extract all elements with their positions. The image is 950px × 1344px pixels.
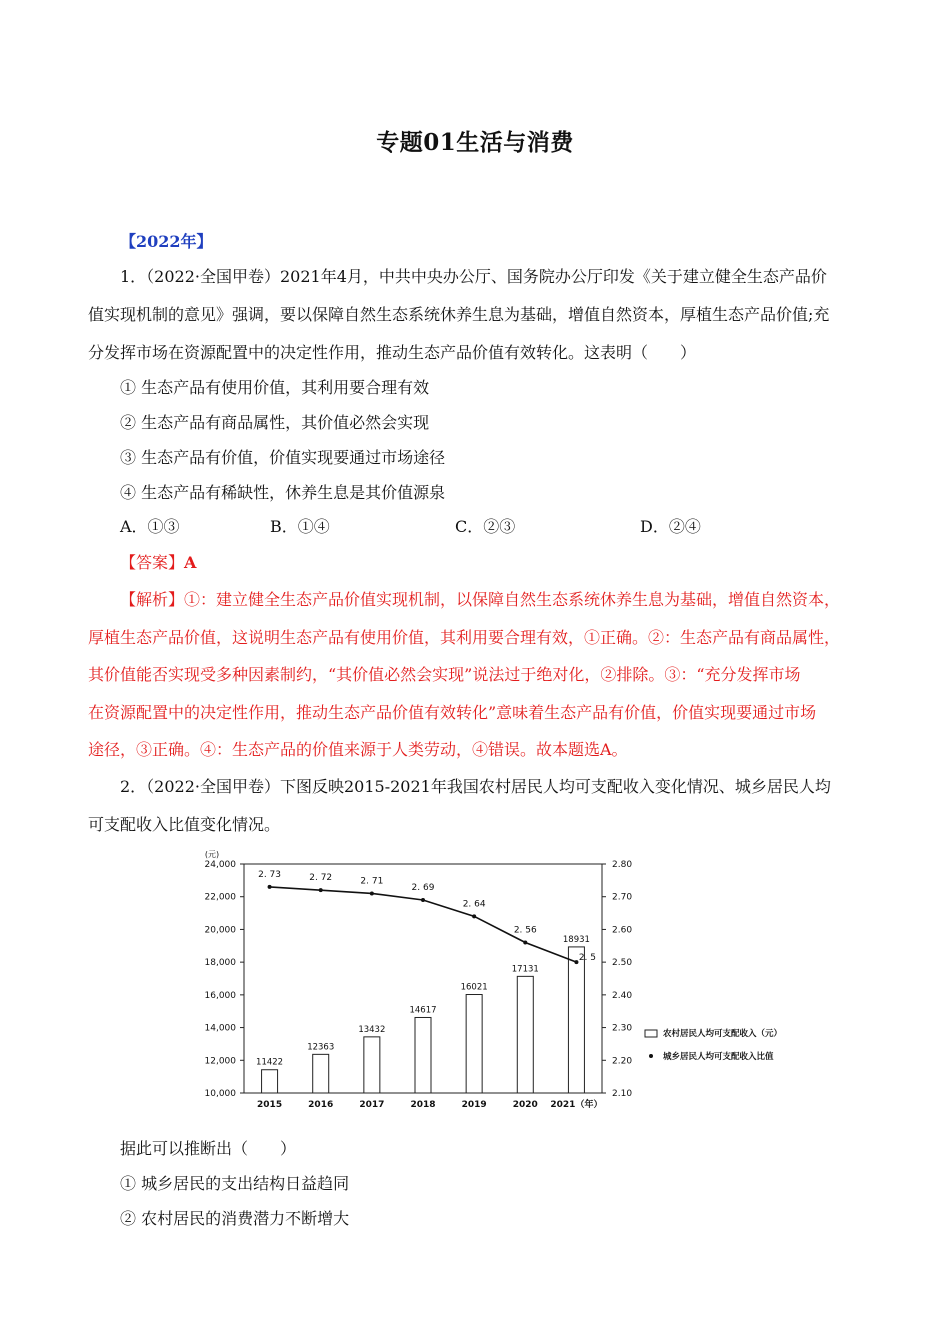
q2-stem-line-2: 可支配收入比值变化情况。 bbox=[88, 815, 281, 834]
left-tick-label: 24,000 bbox=[204, 860, 236, 870]
answer-tag: 【答案】 bbox=[120, 553, 185, 572]
answer-value: A bbox=[184, 553, 197, 572]
year-heading: 【2022年】 bbox=[120, 232, 213, 251]
income-bar bbox=[568, 947, 584, 1093]
ratio-label: 2. 56 bbox=[513, 925, 537, 936]
income-bar-label: 12363 bbox=[307, 1042, 335, 1053]
x-tick-label: 2020 bbox=[512, 1100, 538, 1110]
income-chart bbox=[190, 848, 800, 1114]
q1-item-3: ③ 生态产品有价值，价值实现要通过市场途径 bbox=[120, 448, 446, 467]
right-tick-label: 2.50 bbox=[612, 958, 633, 969]
income-bar-label: 16021 bbox=[460, 982, 488, 993]
income-bar-label: 17131 bbox=[511, 964, 539, 975]
income-bar-label: 18931 bbox=[562, 934, 590, 945]
ratio-label: 2. 69 bbox=[411, 882, 435, 893]
left-tick-label: 20,000 bbox=[204, 925, 236, 936]
x-tick-label: 2019 bbox=[461, 1100, 487, 1110]
q1-analysis-line-3: 其价值能否实现受多种因素制约，“其价值必然会实现”说法过于绝对化，②排除。③：“充分发挥市场 bbox=[88, 665, 801, 684]
right-tick-label: 2.40 bbox=[612, 990, 633, 1001]
q1-answer bbox=[120, 552, 196, 574]
income-bar bbox=[517, 976, 533, 1093]
analysis-tag: 【解析】 bbox=[120, 590, 185, 609]
q1-item-2: ② 生态产品有商品属性，其价值必然会实现 bbox=[120, 413, 430, 432]
x-tick-label: 2021（年） bbox=[550, 1100, 603, 1110]
income-bar bbox=[262, 1070, 278, 1093]
income-bar bbox=[313, 1054, 329, 1093]
q2-prompt: 据此可以推断出（ ） bbox=[120, 1139, 297, 1158]
q1-analysis-line-1 bbox=[120, 589, 840, 611]
income-bar-label: 14617 bbox=[409, 1005, 437, 1016]
income-bar-label: 11422 bbox=[256, 1057, 284, 1068]
q2-item-2: ② 农村居民的消费潜力不断增大 bbox=[120, 1209, 350, 1228]
income-bar-label: 13432 bbox=[358, 1024, 386, 1035]
q1-stem-line-2: 值实现机制的意见》强调，要以保障自然生态系统休养生息为基础，增值自然资本，厚植生态产品价值;充 bbox=[88, 305, 830, 324]
page-title: 专题01生活与消费 bbox=[376, 129, 574, 156]
left-tick-label: 16,000 bbox=[204, 990, 236, 1001]
income-bar bbox=[364, 1037, 380, 1093]
ratio-point bbox=[268, 885, 272, 889]
left-tick-label: 12,000 bbox=[204, 1056, 236, 1067]
q1-option-a: A．①③ bbox=[120, 517, 180, 536]
ratio-label: 2. 71 bbox=[360, 876, 384, 887]
analysis-text-1: ①：建立健全生态产品价值实现机制，以保障自然生态系统休养生息为基础，增值自然资本， bbox=[184, 590, 841, 609]
q1-stem-line-1: 1．（2022·全国甲卷）2021年4月，中共中央办公厅、国务院办公厅印发《关于建立健全生态产品价 bbox=[120, 267, 827, 286]
q1-stem-line-3: 分发挥市场在资源配置中的决定性作用，推动生态产品价值有效转化。这表明（ ） bbox=[88, 343, 697, 362]
q1-option-d: D．②④ bbox=[640, 517, 701, 536]
left-tick-label: 18,000 bbox=[204, 958, 236, 969]
q1-option-c: C．②③ bbox=[455, 517, 516, 536]
x-tick-label: 2015 bbox=[257, 1100, 283, 1110]
legend-bar-swatch bbox=[645, 1030, 657, 1037]
ratio-point bbox=[472, 914, 476, 918]
legend-line-label: 城乡居民人均可支配收入比值 bbox=[663, 1052, 774, 1062]
q2-stem-line-1: 2．（2022·全国甲卷）下图反映2015-2021年我国农村居民人均可支配收入变化情况、城乡居民人均 bbox=[120, 777, 831, 796]
legend-line-marker bbox=[649, 1054, 653, 1058]
q1-item-1: ① 生态产品有使用价值，其利用要合理有效 bbox=[120, 378, 430, 397]
left-tick-label: 22,000 bbox=[204, 892, 236, 903]
left-tick-label: 10,000 bbox=[204, 1089, 236, 1099]
q1-option-b: B．①④ bbox=[270, 517, 330, 536]
right-tick-label: 2.80 bbox=[612, 860, 633, 870]
income-bar bbox=[415, 1017, 431, 1093]
right-tick-label: 2.60 bbox=[612, 925, 633, 936]
left-tick-label: 14,000 bbox=[204, 1023, 236, 1034]
ratio-label: 2. 5 bbox=[578, 953, 597, 964]
ratio-point bbox=[421, 898, 425, 902]
income-bar bbox=[466, 995, 482, 1093]
right-tick-label: 2.30 bbox=[612, 1023, 633, 1034]
x-tick-label: 2017 bbox=[359, 1100, 385, 1110]
q2-item-1: ① 城乡居民的支出结构日益趋同 bbox=[120, 1174, 350, 1193]
ratio-label: 2. 72 bbox=[309, 873, 333, 884]
x-tick-label: 2018 bbox=[410, 1100, 436, 1110]
q1-analysis-line-5: 途径，③正确。④：生态产品的价值来源于人类劳动，④错误。故本题选A。 bbox=[88, 740, 628, 759]
x-tick-label: 2016 bbox=[308, 1100, 334, 1110]
ratio-label: 2. 73 bbox=[258, 869, 282, 880]
left-axis-unit: (元) bbox=[204, 850, 220, 859]
right-tick-label: 2.70 bbox=[612, 892, 633, 903]
q1-item-4: ④ 生态产品有稀缺性，休养生息是其价值源泉 bbox=[120, 483, 446, 502]
q1-analysis-line-2: 厚植生态产品价值，这说明生态产品有使用价值，其利用要合理有效，①正确。②：生态产品有商品属性， bbox=[88, 628, 841, 647]
ratio-point bbox=[370, 891, 374, 895]
ratio-point bbox=[574, 960, 578, 964]
ratio-point bbox=[523, 941, 527, 945]
q1-analysis-line-4: 在资源配置中的决定性作用，推动生态产品价值有效转化”意味着生态产品有价值，价值实现要通过市场 bbox=[88, 703, 817, 722]
ratio-label: 2. 64 bbox=[462, 899, 486, 910]
ratio-point bbox=[319, 888, 323, 892]
legend-bar-label: 农村居民人均可支配收入（元） bbox=[663, 1029, 783, 1039]
right-tick-label: 2.10 bbox=[612, 1089, 633, 1099]
right-tick-label: 2.20 bbox=[612, 1056, 633, 1067]
